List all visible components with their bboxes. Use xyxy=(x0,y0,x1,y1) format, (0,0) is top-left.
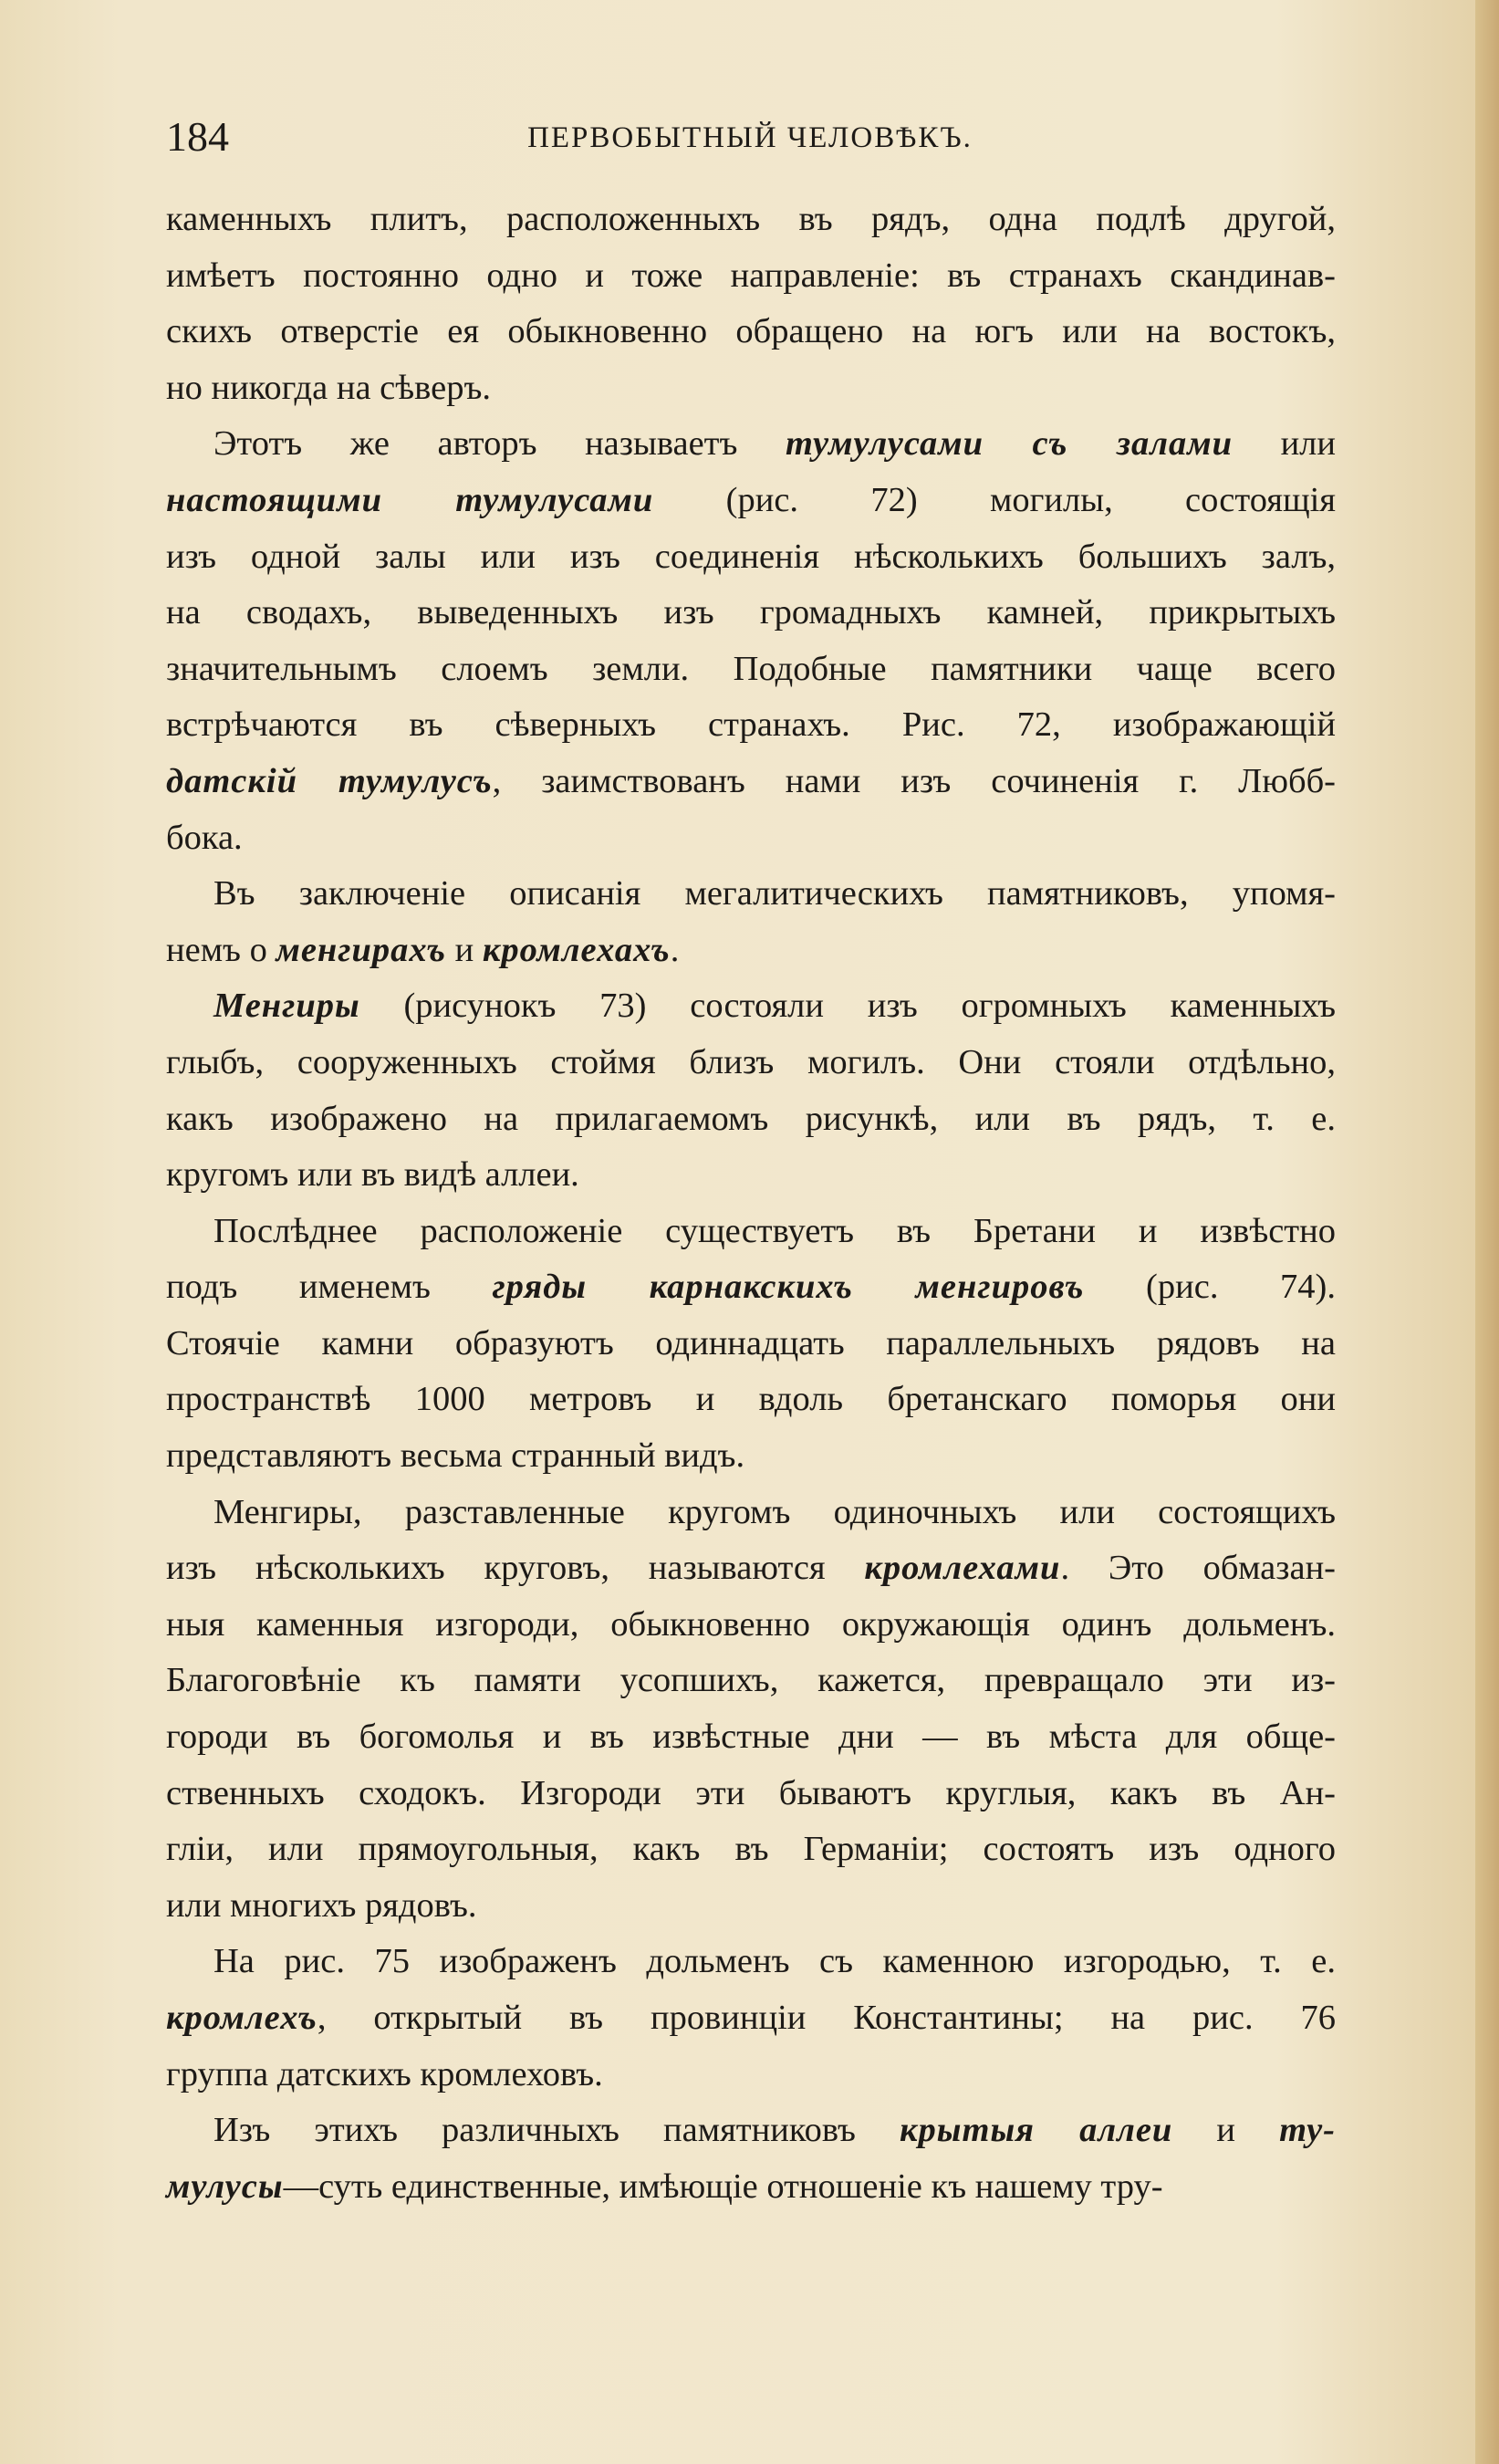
text-line: но никогда на сѣверъ. xyxy=(166,368,491,407)
text-line: городи въ богомолья и въ извѣстные дни — въ мѣста для обще- xyxy=(166,1717,1336,1757)
italic-term: датскій тумулусъ xyxy=(166,761,493,800)
italic-term: тумулусами съ залами xyxy=(785,424,1234,464)
italic-term: крытыя аллеи xyxy=(900,2111,1173,2150)
text-line: Послѣднее расположеніе существуетъ въ Бретани и извѣстно xyxy=(213,1211,1336,1250)
italic-term: менгирахъ xyxy=(276,930,447,969)
text-line: группа датскихъ кромлеховъ. xyxy=(166,2054,603,2093)
text-line: немъ о менгирахъ и кромлехахъ. xyxy=(166,930,680,969)
text-line: Изъ этихъ различныхъ памятниковъ крытыя аллеи и ту- xyxy=(213,2111,1337,2150)
text-line: Этотъ же авторъ называетъ тумулусами съ залами или xyxy=(213,424,1336,464)
page-edge xyxy=(1475,0,1499,2464)
text-line: Менгиры, разставленные кругомъ одиночныхъ или состоящихъ xyxy=(213,1492,1336,1531)
italic-term: кромлехахъ xyxy=(482,930,671,969)
text-line: глыбъ, сооруженныхъ стоймя близъ могилъ. Они стояли отдѣльно, xyxy=(166,1042,1336,1081)
text-line: гліи, или прямоугольныя, какъ въ Германіи; состоятъ изъ одного xyxy=(166,1830,1336,1869)
text-line: значительнымъ слоемъ земли. Подобные памятники чаще всего xyxy=(166,649,1336,688)
text-line: Въ заключеніе описанія мегалитическихъ памятниковъ, упомя- xyxy=(213,874,1336,914)
text-line: бока. xyxy=(166,818,243,857)
italic-term: ту- xyxy=(1279,2111,1337,2150)
text-line: или многихъ рядовъ. xyxy=(166,1885,477,1925)
italic-term: кромлехами xyxy=(864,1549,1061,1588)
body-text xyxy=(166,192,1336,2215)
paragraph xyxy=(166,1485,1336,1935)
text-line: кромлехъ, открытый въ провинціи Константины; на рис. 76 xyxy=(166,1999,1336,2037)
text-line: на сводахъ, выведенныхъ изъ громадныхъ камней, прикрытыхъ xyxy=(166,593,1336,632)
text-line: представляютъ весьма странный видъ. xyxy=(166,1436,745,1476)
running-title: ПЕРВОБЫТНЫЙ ЧЕЛОВѢКЪ. xyxy=(527,121,973,154)
text-line: На рис. 75 изображенъ дольменъ съ каменною изгородью, т. е. xyxy=(213,1942,1336,1981)
text-line: какъ изображено на прилагаемомъ рисункѣ, или въ рядъ, т. е. xyxy=(166,1099,1336,1138)
text-line: изъ одной залы или изъ соединенія нѣсколькихъ большихъ залъ, xyxy=(166,537,1336,576)
paragraph xyxy=(166,416,1336,866)
italic-term: настоящими тумулусами xyxy=(166,480,654,519)
text-line: Благоговѣніе къ памяти усопшихъ, кажется, превращало эти из- xyxy=(166,1661,1336,1700)
paragraph xyxy=(166,978,1336,1203)
text-line: встрѣчаются въ сѣверныхъ странахъ. Рис. 72, изображающій xyxy=(166,705,1336,745)
paragraph xyxy=(166,192,1336,416)
text-line: скихъ отверстіе ея обыкновенно обращено на югъ или на востокъ, xyxy=(166,312,1336,351)
italic-term: гряды карнакскихъ менгировъ xyxy=(492,1268,1085,1307)
text-line: Менгиры (рисунокъ 73) состояли изъ огромныхъ каменныхъ xyxy=(213,987,1336,1026)
italic-term: Менгиры xyxy=(213,987,360,1026)
text-line: кругомъ или въ видѣ аллеи. xyxy=(166,1155,579,1195)
text-line: ныя каменныя изгороди, обыкновенно окружающія одинъ дольменъ. xyxy=(166,1604,1336,1644)
paragraph xyxy=(166,1934,1336,2103)
paragraph xyxy=(166,866,1336,978)
text-line: подъ именемъ гряды карнакскихъ менгировъ (рис. 74). xyxy=(166,1268,1336,1307)
paragraph xyxy=(166,1204,1336,1485)
text-line: ственныхъ сходокъ. Изгороди эти бываютъ круглыя, какъ въ Ан- xyxy=(166,1773,1336,1812)
italic-term: мулусы xyxy=(166,2166,284,2206)
page-header xyxy=(166,110,1334,164)
text-line: пространствѣ 1000 метровъ и вдоль бретанскаго поморья они xyxy=(166,1380,1336,1419)
text-line: Стоячіе камни образуютъ одиннадцать параллельныхъ рядовъ на xyxy=(166,1323,1336,1363)
text-line: каменныхъ плитъ, расположенныхъ въ рядъ, одна подлѣ другой, xyxy=(166,200,1336,238)
page-number: 184 xyxy=(166,113,229,160)
text-line: мулусы—суть единственные, имѣющіе отношеніе къ нашему тру- xyxy=(166,2166,1163,2206)
italic-term: кромлехъ xyxy=(166,1999,317,2037)
text-line: настоящими тумулусами (рис. 72) могилы, состоящія xyxy=(166,480,1336,519)
paragraph xyxy=(166,2103,1336,2215)
text-line: датскій тумулусъ, заимствованъ нами изъ сочиненія г. Любб- xyxy=(166,761,1336,800)
text-line: имѣетъ постоянно одно и тоже направленіе: въ странахъ скандинав- xyxy=(166,256,1336,295)
text-line: изъ нѣсколькихъ круговъ, называются кромлехами. Это обмазан- xyxy=(166,1549,1336,1588)
